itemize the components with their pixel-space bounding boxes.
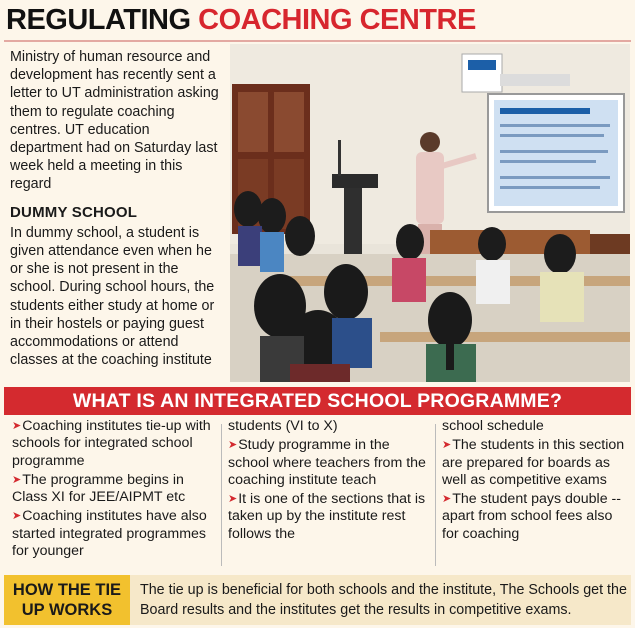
list-item: ➤Coaching institutes tie-up with schools for integrated school programme [12, 418, 211, 469]
arrow-icon: ➤ [228, 493, 238, 506]
headline-part1: REGULATING [6, 4, 191, 36]
arrow-icon: ➤ [12, 420, 22, 432]
list-item: ➤The students in this section are prepared for boards as well as competitive exams [442, 437, 625, 488]
top-section [4, 40, 631, 384]
footer-box [4, 575, 631, 625]
footer-label-line2: UP WORKS [21, 601, 113, 619]
arrow-icon: ➤ [12, 473, 22, 486]
arrow-icon: ➤ [442, 439, 452, 452]
list-item-continued: school schedule [442, 418, 544, 434]
column-3 [442, 418, 627, 570]
column-divider [435, 424, 436, 566]
dummy-school-heading: DUMMY SCHOOL [10, 203, 138, 221]
column-2 [228, 418, 428, 570]
arrow-icon: ➤ [12, 510, 22, 523]
list-item: ➤The programme begins in Class XI for JEE/AIPMT etc [12, 471, 186, 506]
classroom-photo [230, 44, 630, 382]
arrow-icon: ➤ [228, 439, 238, 452]
intro-paragraph: Ministry of human resource and development has recently sent a letter to UT administration asking them to regulate coaching centres. UT education department had on Saturday last week held a meeting in this regard [10, 49, 219, 193]
list-item: ➤The student pays double -- apart from school fees also for coaching [442, 491, 621, 542]
classroom-illustration [230, 44, 630, 382]
arrow-icon: ➤ [442, 493, 452, 506]
footer-text: The tie up is beneficial for both schools and the institute, The Schools get the Board results and the institutes get the results in competitive exams. [140, 582, 627, 618]
intro-column [10, 48, 224, 379]
column-1 [12, 418, 218, 570]
dummy-school-paragraph: In dummy school, a student is given attendance even when he or she is not present in the school. During school hours, the students either study at home or in their hostels or paying guest accommodations or attend classes at the coaching institute [10, 224, 215, 369]
list-item: ➤Coaching institutes have also started integrated programmes for younger [12, 508, 207, 560]
footer-label [4, 575, 130, 625]
footer-label-line1: HOW THE TIE [12, 581, 122, 599]
headline [6, 2, 476, 38]
headline-part2: COACHING CENTRE [198, 4, 476, 36]
column-divider [221, 424, 222, 566]
list-item: ➤Study programme in the school where teachers from the coaching institute teach [228, 437, 426, 488]
list-item: ➤It is one of the sections that is taken up by the institute rest follows the [228, 491, 426, 542]
integrated-programme-columns [4, 418, 631, 570]
section-band-title: WHAT IS AN INTEGRATED SCHOOL PROGRAMME? [4, 387, 631, 415]
list-item-continued: students (VI to X) [228, 418, 338, 434]
